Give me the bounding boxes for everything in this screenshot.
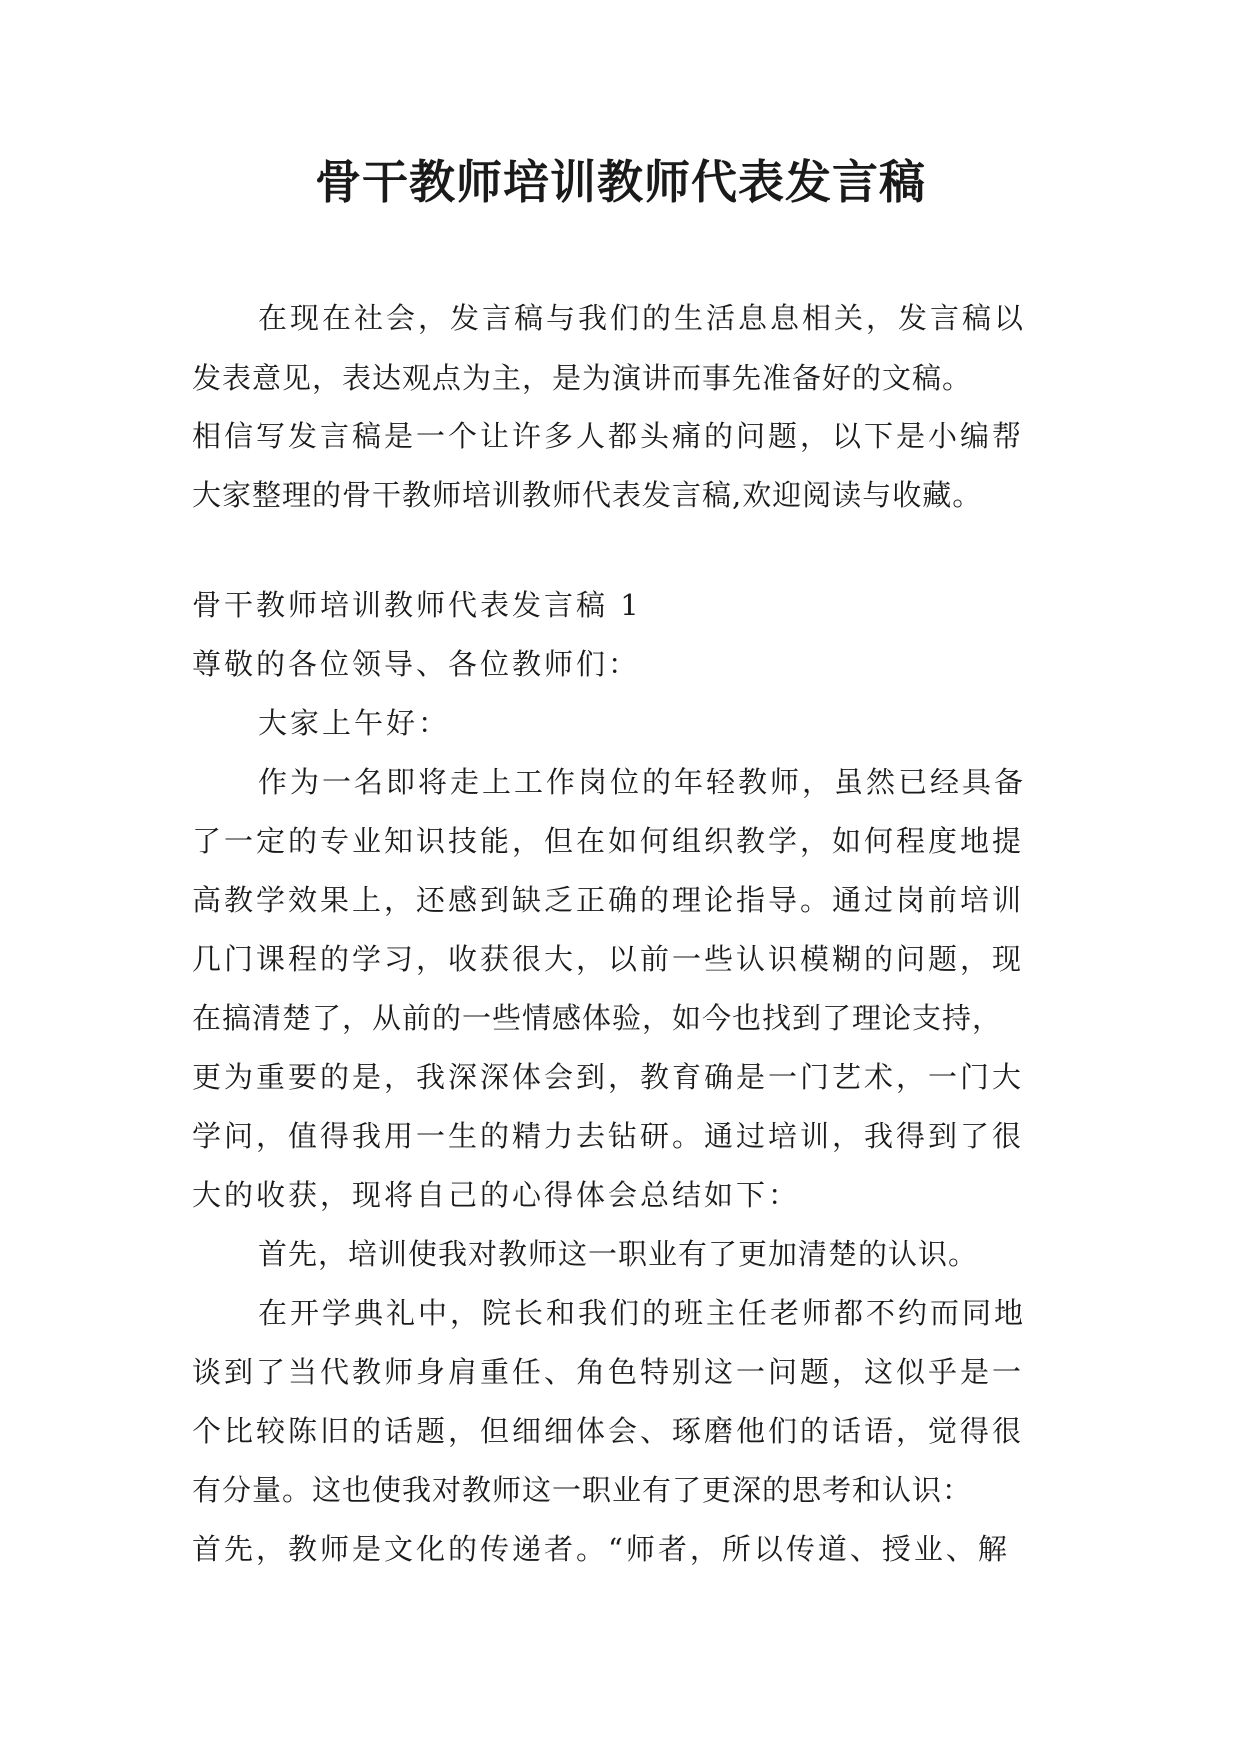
body-line: 首先，培训使我对教师这一职业有了更加清楚的认识。 bbox=[258, 1237, 979, 1271]
document-title: 骨干教师培训教师代表发言稿 bbox=[315, 155, 926, 209]
intro-line: 相信写发言稿是一个让许多人都头痛的问题，以下是小编帮 bbox=[192, 419, 1025, 453]
body-line: 个比较陈旧的话题，但细细体会、琢磨他们的话语，觉得很 bbox=[192, 1414, 1025, 1448]
intro-line: 发表意见，表达观点为主，是为演讲而事先准备好的文稿。 bbox=[192, 361, 973, 395]
body-line: 在开学典礼中，院长和我们的班主任老师都不约而同地 bbox=[258, 1296, 1027, 1330]
body-line: 学问，值得我用一生的精力去钻研。通过培训，我得到了很 bbox=[192, 1119, 1025, 1153]
greeting: 大家上午好： bbox=[258, 706, 451, 740]
body-line: 有分量。这也使我对教师这一职业有了更深的思考和认识： bbox=[192, 1473, 973, 1507]
body-line: 首先，教师是文化的传递者。“师者，所以传道、授业、解 bbox=[192, 1532, 1010, 1566]
intro-line: 大家整理的骨干教师培训教师代表发言稿,欢迎阅读与收藏。 bbox=[192, 478, 983, 512]
salutation: 尊敬的各位领导、各位教师们： bbox=[192, 647, 641, 681]
body-line: 几门课程的学习，收获很大，以前一些认识模糊的问题，现 bbox=[192, 942, 1025, 976]
body-line: 了一定的专业知识技能，但在如何组织教学，如何程度地提 bbox=[192, 824, 1025, 858]
body-line: 更为重要的是，我深深体会到，教育确是一门艺术，一门大 bbox=[192, 1060, 1025, 1094]
body-line: 作为一名即将走上工作岗位的年轻教师，虽然已经具备 bbox=[258, 765, 1027, 799]
body-line: 在搞清楚了，从前的一些情感体验，如今也找到了理论支持， bbox=[192, 1001, 1003, 1035]
section-heading: 骨干教师培训教师代表发言稿 1 bbox=[192, 588, 642, 622]
body-line: 高教学效果上，还感到缺乏正确的理论指导。通过岗前培训 bbox=[192, 883, 1025, 917]
body-line: 谈到了当代教师身肩重任、角色特别这一问题，这似乎是一 bbox=[192, 1355, 1025, 1389]
body-line: 大的收获，现将自己的心得体会总结如下： bbox=[192, 1178, 801, 1212]
intro-line: 在现在社会，发言稿与我们的生活息息相关，发言稿以 bbox=[258, 301, 1027, 335]
